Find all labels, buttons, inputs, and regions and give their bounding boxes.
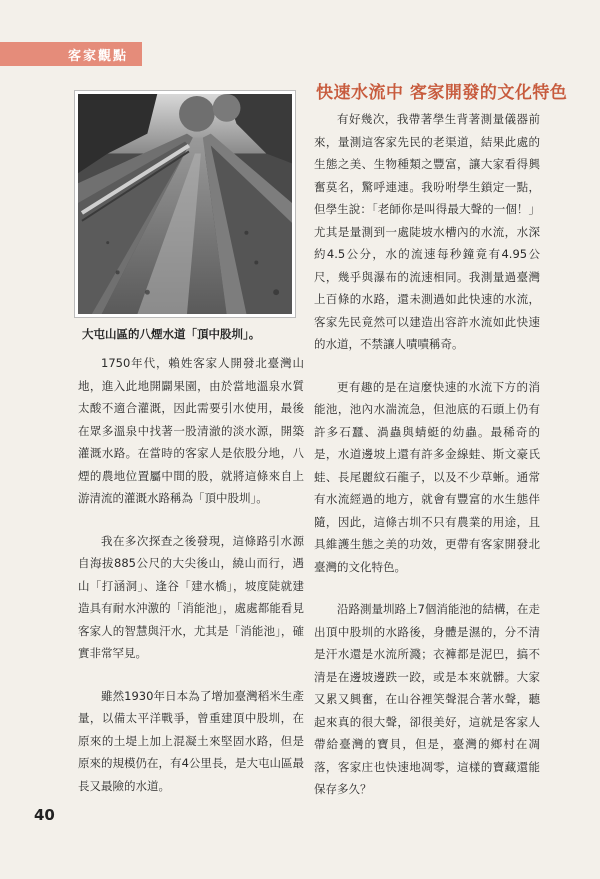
- page-number: 40: [34, 806, 55, 824]
- irrigation-channel-photo: [78, 94, 292, 314]
- right-column: [314, 108, 540, 821]
- paragraph: 有好幾次，我帶著學生背著測量儀器前來，量測這客家先民的老渠道，結果此處的生態之美、生物種類之豐富，讓大家看得興奮莫名，驚呼連連。我吩咐學生鎖定一點，但學生說：「老師你是叫得最大聲的一個！」尤其是量測到一處陡坡水槽內的水流，水深約4.5公分，水的流速每秒鐘竟有4.95公尺，幾乎與瀑布的流速相同。我測量過臺灣上百條的水路，還未測過如此快速的水流，客家先民竟然可以建造出容許水流如此快速的水道，不禁讓人嘖嘖稱奇。: [314, 112, 540, 351]
- paragraph: 1750年代，賴姓客家人開發北臺灣山地，進入此地開闢果園，由於當地溫泉水質太酸不適合灌溉，因此需要引水使用，最後在眾多溫泉中找著一股清澈的淡水源，開築灌溉水路。在當時的客家人是依股分地，八煙的農地位置屬中間的股，就將這條來自上游清流的灌溉水路稱為「頂中股圳」。: [78, 356, 304, 505]
- section-label: 客家觀點: [0, 42, 142, 66]
- left-column: [78, 352, 304, 817]
- photo-frame: [74, 90, 296, 318]
- paragraph: 雖然1930年日本為了增加臺灣稻米生產量，以備太平洋戰爭，曾重建頂中股圳，在原來的土堤上加上混凝土來堅固水路，但是原來的規模仍在，有4公里長，是大屯山區最長又最險的水道。: [78, 688, 304, 793]
- paragraph: 更有趣的是在這麼快速的水流下方的消能池，池內水湍流急，但池底的石頭上仍有許多石蠶、渦蟲與蜻蜓的幼蟲。最稀奇的是，水道邊坡上還有許多金線蛙、斯文豪氏蛙、長尾麗紋石龍子，以及不少草蜥。通常有水流經過的地方，就會有豐富的水生態伴隨，因此，這條古圳不只有農業的用途，且具維護生態之美的功效，更帶有客家開發北臺灣的文化特色。: [314, 379, 540, 574]
- paragraph: 沿路測量圳路上7個消能池的結構，在走出頂中股圳的水路後，身體是濕的，分不清是汗水還是水流所濺；衣褲都是泥巴，搞不清是在邊坡邊跌一跤，或是本來就髒。大家又累又興奮，在山谷裡笑聲混合著水聲，聽起來真的很大聲，卻很美好，這就是客家人帶給臺灣的寶貝，但是，臺灣的鄉村在凋落，客家庄也快速地凋零，這樣的寶藏還能保存多久？: [314, 602, 540, 796]
- photo-caption: 大屯山區的八煙水道「頂中股圳」。: [82, 327, 261, 341]
- paragraph: 我在多次探查之後發現，這條路引水源自海拔885公尺的大尖後山，繞山而行，遇山「打涵洞」、逢谷「建水橋」，坡度陡就建造具有耐水沖激的「消能池」，處處都能看見客家人的智慧與汗水，尤其是「消能池」，確實非常罕見。: [78, 533, 304, 660]
- article-title: 快速水流中 客家開發的文化特色: [316, 83, 568, 103]
